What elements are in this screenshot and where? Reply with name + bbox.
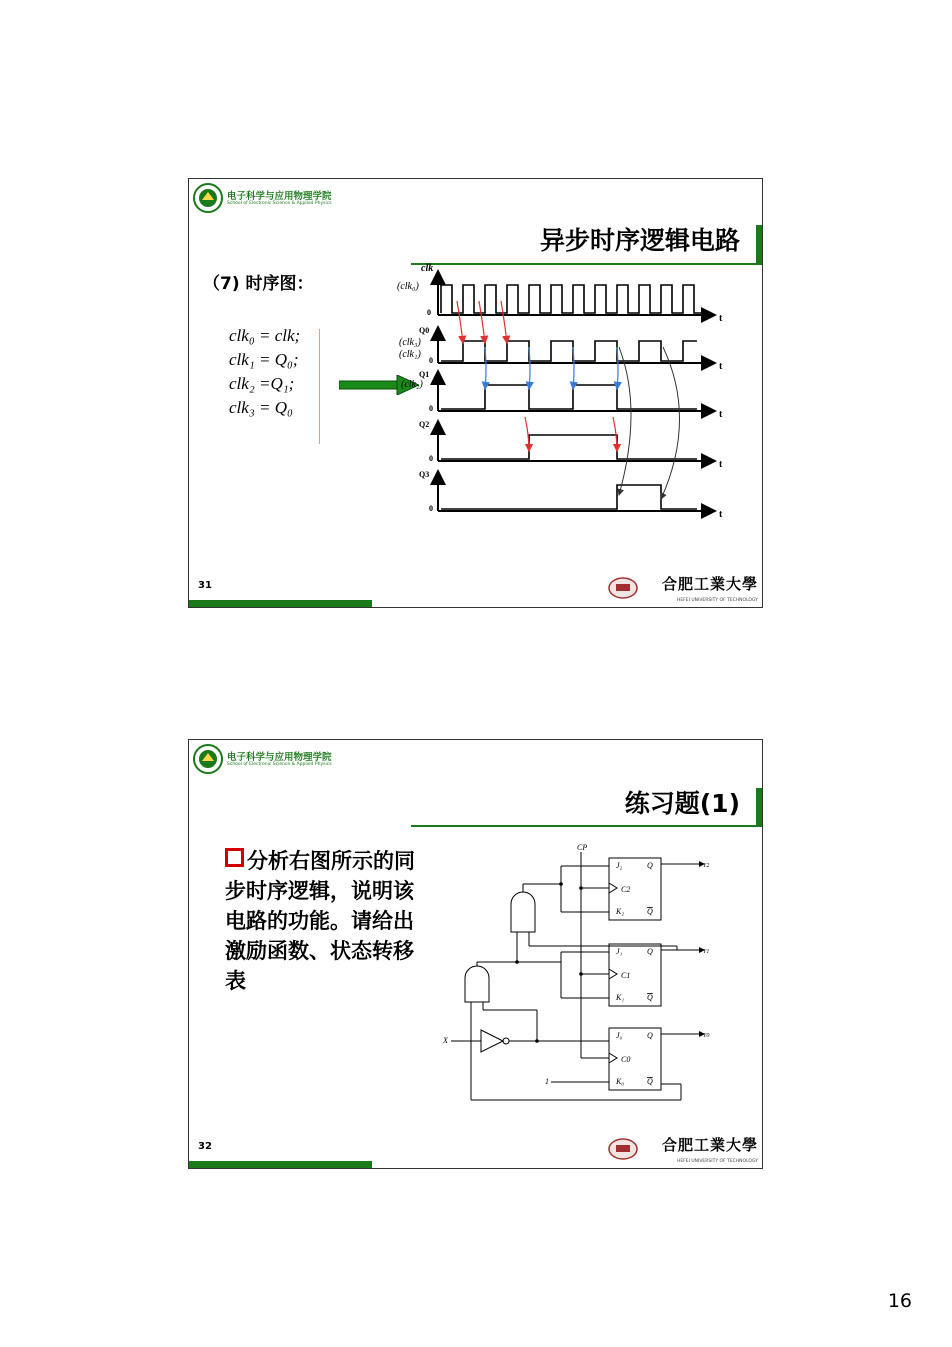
university-emblem-icon xyxy=(608,577,638,599)
university-name-cn: 合肥工業大學 xyxy=(661,1136,758,1154)
label-t: t xyxy=(719,459,723,470)
label-t: t xyxy=(719,409,723,420)
label-k2: K₂ xyxy=(616,907,625,916)
label-clk1: (clk₁) xyxy=(399,349,421,360)
label-c1: C1 xyxy=(621,971,631,980)
label-c0: C0 xyxy=(621,1055,631,1064)
label-k0: K₀ xyxy=(616,1077,625,1086)
label-q3: Q3 xyxy=(419,470,430,479)
label-one: 1 xyxy=(545,1077,549,1086)
school-name-en: School of Electronic Science & Applied Physics xyxy=(227,762,332,767)
label-j1: J₁ xyxy=(616,947,623,956)
school-logo-icon xyxy=(193,183,223,213)
label-cp: CP xyxy=(577,843,588,852)
equation-divider xyxy=(319,329,320,444)
label-x: X xyxy=(443,1036,448,1045)
label-q2: Q2 xyxy=(419,420,430,429)
label-clk2: (clk₂) xyxy=(401,379,423,390)
label-zero: 0 xyxy=(429,454,433,463)
label-t: t xyxy=(719,313,723,324)
exercise-bullet xyxy=(225,846,415,996)
slide-32 xyxy=(188,739,763,1169)
label-y1: Y1 xyxy=(703,949,710,955)
label-qbar: Q xyxy=(647,993,653,1002)
school-name-en: School of Electronic Science & Applied Physics xyxy=(227,201,332,206)
label-clk0: (clk₀) xyxy=(397,281,419,292)
label-zero: 0 xyxy=(429,404,433,413)
label-zero: 0 xyxy=(427,308,431,317)
circuit-diagram xyxy=(441,842,711,1104)
timing-diagram xyxy=(397,259,757,521)
university-name-en: HEFEI UNIVERSITY OF TECHNOLOGY xyxy=(676,1159,758,1164)
school-logo-icon xyxy=(193,744,223,774)
slide-title: 练习题(1) xyxy=(624,789,740,818)
slide-title: 异步时序逻辑电路 xyxy=(539,226,740,255)
university-name-en: HEFEI UNIVERSITY OF TECHNOLOGY xyxy=(676,598,758,603)
equation: clk₃ = Q₀ xyxy=(229,398,293,417)
slide-31 xyxy=(188,178,763,608)
label-q: Q xyxy=(647,1031,653,1040)
label-j2: J₂ xyxy=(616,861,623,870)
school-name-cn: 电子科学与应用物理学院 xyxy=(227,752,332,763)
equation: clk₀ = clk; xyxy=(229,326,301,345)
label-zero: 0 xyxy=(429,504,433,513)
label-k1: K₁ xyxy=(616,993,625,1002)
footer-bar xyxy=(189,600,372,607)
title-accent-bar xyxy=(756,788,762,826)
label-q: Q xyxy=(647,861,653,870)
label-t: t xyxy=(719,509,723,520)
title-accent-bar xyxy=(756,225,762,263)
section-heading: （7) 时序图： xyxy=(203,274,314,294)
label-qbar: Q xyxy=(647,1077,653,1086)
page-number: 16 xyxy=(887,1290,912,1312)
label-q1: Q1 xyxy=(419,370,430,379)
title-underline xyxy=(411,825,763,827)
label-y0: Y0 xyxy=(703,1033,710,1039)
university-emblem-icon xyxy=(608,1138,638,1160)
label-qbar: Q xyxy=(647,907,653,916)
bullet-square-icon xyxy=(225,848,244,867)
label-q: Q xyxy=(647,947,653,956)
school-name-cn: 电子科学与应用物理学院 xyxy=(227,191,332,202)
footer-bar xyxy=(189,1161,372,1168)
label-c2: C2 xyxy=(621,885,631,894)
label-t: t xyxy=(719,361,723,372)
label-zero: 0 xyxy=(429,356,433,365)
label-y2: Y2 xyxy=(703,863,710,869)
equation: clk₁ = Q₀; xyxy=(229,350,299,369)
university-name-cn: 合肥工業大學 xyxy=(661,575,758,593)
label-q0: Q0 xyxy=(419,326,430,335)
slide-page-number: 32 xyxy=(198,1141,212,1152)
slide-page-number: 31 xyxy=(198,580,212,591)
label-clk: clk xyxy=(421,263,434,274)
equation: clk₂ =Q₁; xyxy=(229,374,295,393)
exercise-text: 分析右图所示的同步时序逻辑，说明该电路的功能。请给出激励函数、状态转移表 xyxy=(225,849,415,993)
equation-list xyxy=(229,324,300,420)
label-clk3: (clk₃) xyxy=(399,337,421,348)
label-j0: J₀ xyxy=(616,1031,623,1040)
